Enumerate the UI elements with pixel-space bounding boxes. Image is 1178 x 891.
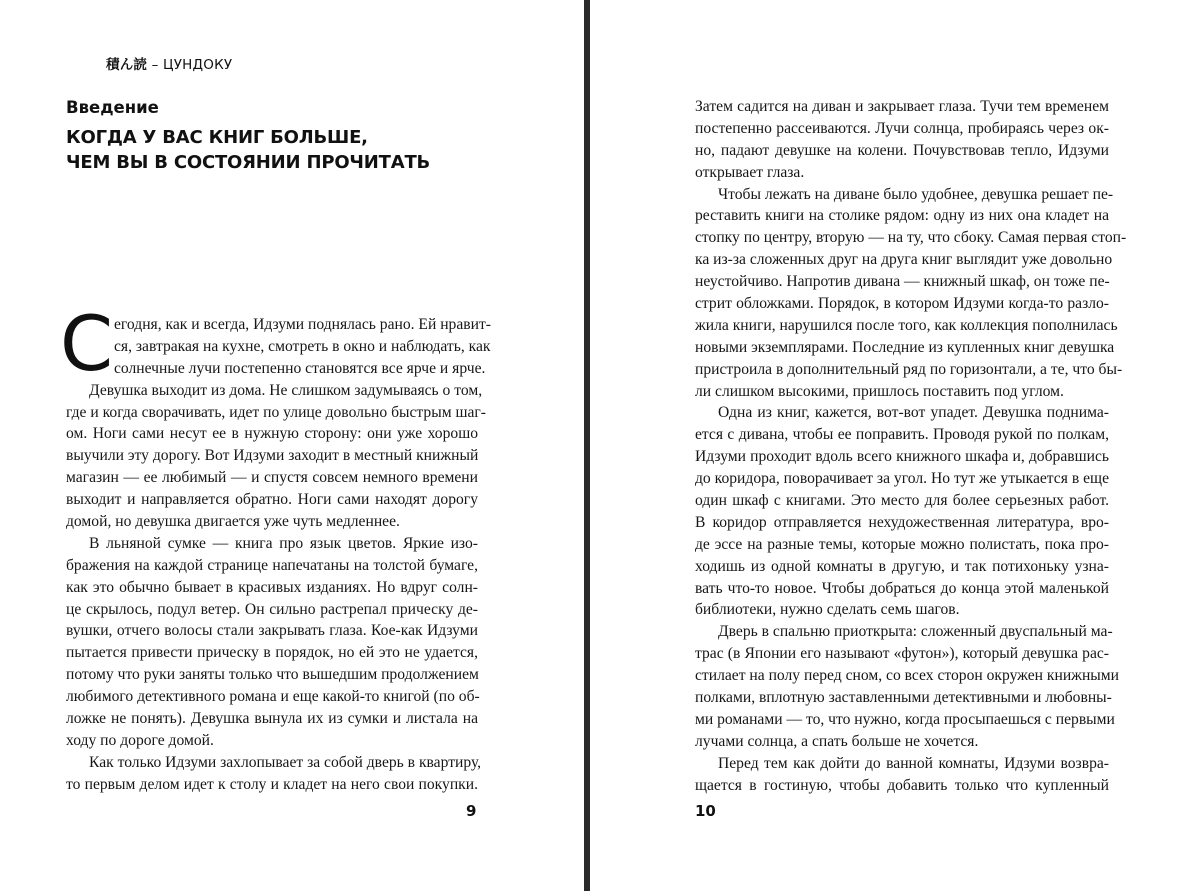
text-line: солнечные лучи постепенно становятся все ярче и ярче. [114,359,486,377]
text-line: один шкаф с книгами. Это место для более серьезных работ. [695,492,1109,510]
text-line: полками, вплотную заставленными детективными и любовны- [695,689,1112,707]
text-line: стилает на полу перед сном, со всех сторон окружен книжными [695,667,1119,685]
text-line: Девушка выходит из дома. Не слишком задумываясь о том, [89,381,483,399]
text-line: постепенно рассеиваются. Лучи солнца, пробираясь через ок- [695,119,1109,137]
text-line: Перед тем как дойти до ванной комнаты, Идзуми возвра- [718,754,1109,772]
text-line: ложке не понять). Девушка вынула их из сумки и листала на [66,710,478,728]
chapter-title-line: ЧЕМ ВЫ В СОСТОЯНИИ ПРОЧИТАТЬ [66,152,431,173]
text-line: В коридор отправляется нехудожественная литература, вро- [695,513,1109,531]
drop-cap: С [60,299,114,388]
chapter-title [66,125,430,175]
text-line: ся, завтракая на кухне, смотреть в окно и наблюдать, как [114,337,491,355]
text-line: лучами солнца, а спать больше не хочется. [695,732,979,750]
text-line: трас (в Японии его называют «футон»), который девушка рас- [695,645,1109,663]
text-line: жила книги, нарушился после того, как коллекция пополнилась [695,316,1118,334]
text-line: как это обычно бывает в красивых изданиях. Но вдруг солн- [66,578,478,596]
text-line: неустойчиво. Напротив дивана — книжный шкаф, он тоже пе- [695,273,1110,291]
text-line: ется с дивана, чтобы ее поправить. Проводя рукой по полкам, [695,426,1109,444]
section-label: Введение [66,98,159,117]
text-line: егодня, как и всегда, Идзуми поднялась рано. Ей нравит- [114,316,491,333]
running-head [106,53,232,73]
chapter-title-line: КОГДА У ВАС КНИГ БОЛЬШЕ, [66,127,368,148]
text-line: ми романами — то, что нужно, когда просыпаешься с первыми [695,710,1115,728]
running-head-text: – ЦУНДОКУ [147,57,233,73]
running-head-kanji: 積ん読 [106,57,148,73]
page-number-left: 9 [466,802,477,820]
text-line: но, падают девушке на колени. Почувствовав тепло, Идзуми [695,141,1109,159]
text-line: стрит обложками. Порядок, в котором Идзуми когда-то разло- [695,295,1109,313]
text-line: домой, но девушка двигается уже чуть медленнее. [66,513,400,531]
text-line: библиотеки, нужно сделать семь шагов. [695,601,960,619]
right-page-body-text [695,96,1127,797]
text-line: выучили эту дорогу. Вот Идзуми заходит в местный книжный [66,447,479,465]
text-line: ходу по дороге домой. [66,731,214,749]
left-page-body-text [66,314,491,796]
text-line: бражения на каждой странице напечатаны на толстой бумаге, [66,556,478,574]
text-line: магазин — ее любимый — и спустя совсем немного времени [66,469,478,487]
text-line: Затем садится на диван и закрывает глаза. Тучи тем временем [695,98,1109,115]
text-line: вать что-то новое. Чтобы добраться до конца этой маленькой [695,579,1109,597]
text-line: Чтобы лежать на диване было удобнее, девушка решает пе- [718,185,1114,203]
text-line: потому что руки заняты только что вышедшим продолжением [66,666,479,684]
text-line: це скрылось, подул ветер. Он сильно растрепал прическу де- [66,600,478,618]
text-line: Как только Идзуми захлопывает за собой дверь в квартиру, [89,753,482,771]
text-line: то первым делом идет к столу и кладет на него свои покупки. [66,775,478,793]
text-line: Идзуми проходит вдоль всего книжного шкафа и, добравшись [695,448,1109,466]
text-line: новыми экземплярами. Последние из купленных книг девушка [695,338,1115,356]
text-line: до коридора, поворачивает за угол. Но тут же утыкается в еще [695,470,1109,488]
text-line: стопку по центру, вторую — на ту, что сбоку. Самая первая стоп- [695,229,1127,247]
text-line: Одна из книг, кажется, вот-вот упадет. Девушка поднима- [718,404,1109,422]
text-line: открывает глаза. [695,163,805,181]
text-line: вушки, отчего волосы стали закрывать глаза. Кое-как Идзуми [66,622,478,640]
text-line: выходит и направляется обратно. Ноги сами находят дорогу [66,491,478,509]
text-line: ка из-за сложенных друг на друга книг выглядит уже довольно [695,251,1113,269]
text-line: реставить книги на столике рядом: одну из них она кладет на [695,207,1109,225]
text-line: Дверь в спальню приоткрыта: сложенный двуспальный ма- [718,623,1113,641]
text-line: ом. Ноги сами несут ее в нужную сторону: они уже хорошо [66,425,478,443]
text-line: щается в гостиную, чтобы добавить только что купленный [695,776,1109,794]
text-line: ли слишком высокими, пришлось поставить под углом. [695,382,1064,400]
text-line: любимого детективного романа и еще какой-то книгой (по об- [66,688,480,706]
text-line: пытается привести прическу в порядок, но ей это не удается, [66,644,478,662]
text-line: где и когда сворачивать, идет по улице довольно быстрым шаг- [66,403,486,421]
text-line: пристроила в дополнительный ряд по горизонтали, а те, что бы- [695,360,1123,378]
page-number-right: 10 [695,802,716,820]
text-line: В льняной сумке — книга про язык цветов. Яркие изо- [89,534,478,552]
text-line: де эссе на разные темы, которые можно полистать, пока про- [695,535,1109,553]
text-line: ходишь из одной комнаты в другую, и так потихоньку узна- [695,557,1109,575]
